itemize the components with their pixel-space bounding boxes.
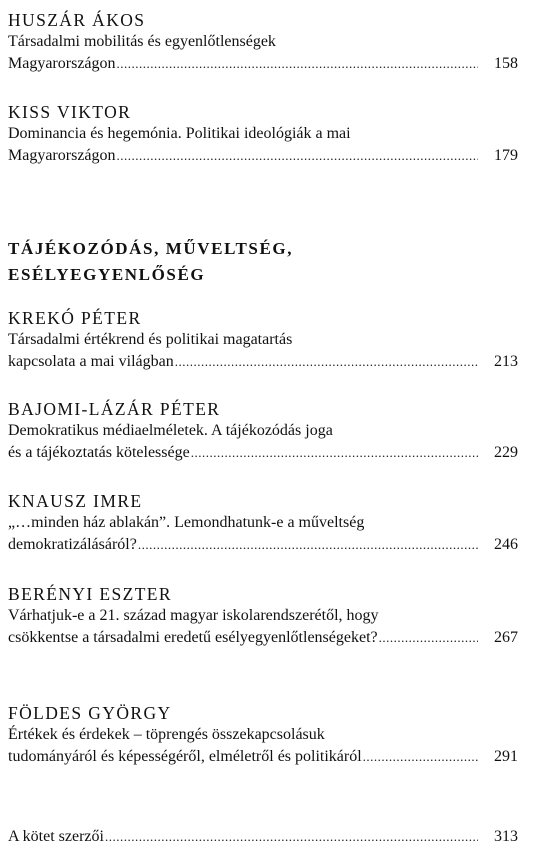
entry-author: KREKÓ PÉTER — [8, 308, 142, 328]
entry-title-leader-line — [8, 53, 518, 75]
dot-leader — [379, 627, 478, 649]
toc-entry[interactable] — [8, 398, 518, 464]
entry-title-line: csökkentse a társadalmi eredetű esélyegyenlőtlenségeket? — [8, 629, 378, 646]
entry-title-line: Várhatjuk-e a 21. század magyar iskolarendszerétől, hogy — [8, 607, 379, 624]
entry-title-leader-line — [8, 534, 518, 556]
entry-title-line: Magyarországon — [8, 147, 116, 164]
entry-title-line: Dominancia és hegemónia. Politikai ideológiák a mai — [8, 125, 351, 142]
entry-title-leader-line — [8, 627, 518, 649]
entry-title-leader-line — [8, 442, 518, 464]
dot-leader — [363, 746, 478, 768]
page-number: 267 — [494, 629, 518, 646]
section-heading-line: ESÉLYEGYENLŐSÉG — [8, 265, 206, 284]
page-number: 246 — [494, 536, 518, 553]
section-heading — [8, 236, 518, 288]
toc-entry[interactable] — [8, 307, 518, 373]
entry-title-line: A kötet szerzői — [8, 828, 104, 845]
page-number: 291 — [494, 748, 518, 765]
entry-title-leader-line — [8, 826, 518, 848]
entry-title-line: Társadalmi értékrend és politikai magatartás — [8, 331, 293, 348]
dot-leader — [175, 351, 478, 373]
toc-entry-authors[interactable] — [8, 826, 518, 848]
entry-author: HUSZÁR ÁKOS — [8, 10, 146, 30]
entry-title-line: és a tájékoztatás kötelessége — [8, 444, 190, 461]
toc-entry[interactable] — [8, 101, 518, 167]
entry-title-line: Értékek és érdekek – töprengés összekapcsolásuk — [8, 726, 325, 743]
dot-leader — [138, 534, 478, 556]
page-number: 229 — [494, 444, 518, 461]
entry-author: BERÉNYI ESZTER — [8, 584, 172, 604]
dot-leader — [117, 53, 478, 75]
dot-leader — [117, 145, 478, 167]
page-number: 313 — [494, 828, 518, 845]
toc-entry[interactable] — [8, 490, 518, 556]
entry-title-leader-line — [8, 145, 518, 167]
toc-entry[interactable] — [8, 9, 518, 75]
dot-leader — [191, 442, 478, 464]
entry-author: FÖLDES GYÖRGY — [8, 703, 172, 723]
entry-title-line: Társadalmi mobilitás és egyenlőtlenségek — [8, 33, 276, 50]
entry-author: KNAUSZ IMRE — [8, 491, 143, 511]
entry-title-leader-line — [8, 746, 518, 768]
entry-title-line: Magyarországon — [8, 55, 116, 72]
section-heading-line: TÁJÉKOZÓDÁS, MŰVELTSÉG, — [8, 239, 294, 258]
entry-author: KISS VIKTOR — [8, 102, 132, 122]
toc-entry[interactable] — [8, 583, 518, 649]
dot-leader — [105, 826, 478, 848]
toc-entry[interactable] — [8, 702, 518, 768]
entry-author: BAJOMI-LÁZÁR PÉTER — [8, 399, 221, 419]
page-number: 179 — [494, 147, 518, 164]
page-number: 158 — [494, 55, 518, 72]
entry-title-line: tudományáról és képességéről, elméletről és politikáról — [8, 748, 362, 765]
entry-title-line: kapcsolata a mai világban — [8, 353, 174, 370]
entry-title-leader-line — [8, 351, 518, 373]
page-number: 213 — [494, 353, 518, 370]
entry-title-line: „…minden ház ablakán”. Lemondhatunk-e a műveltség — [8, 514, 365, 531]
entry-title-line: demokratizálásáról? — [8, 536, 137, 553]
entry-title-line: Demokratikus médiaelméletek. A tájékozódás joga — [8, 422, 333, 439]
